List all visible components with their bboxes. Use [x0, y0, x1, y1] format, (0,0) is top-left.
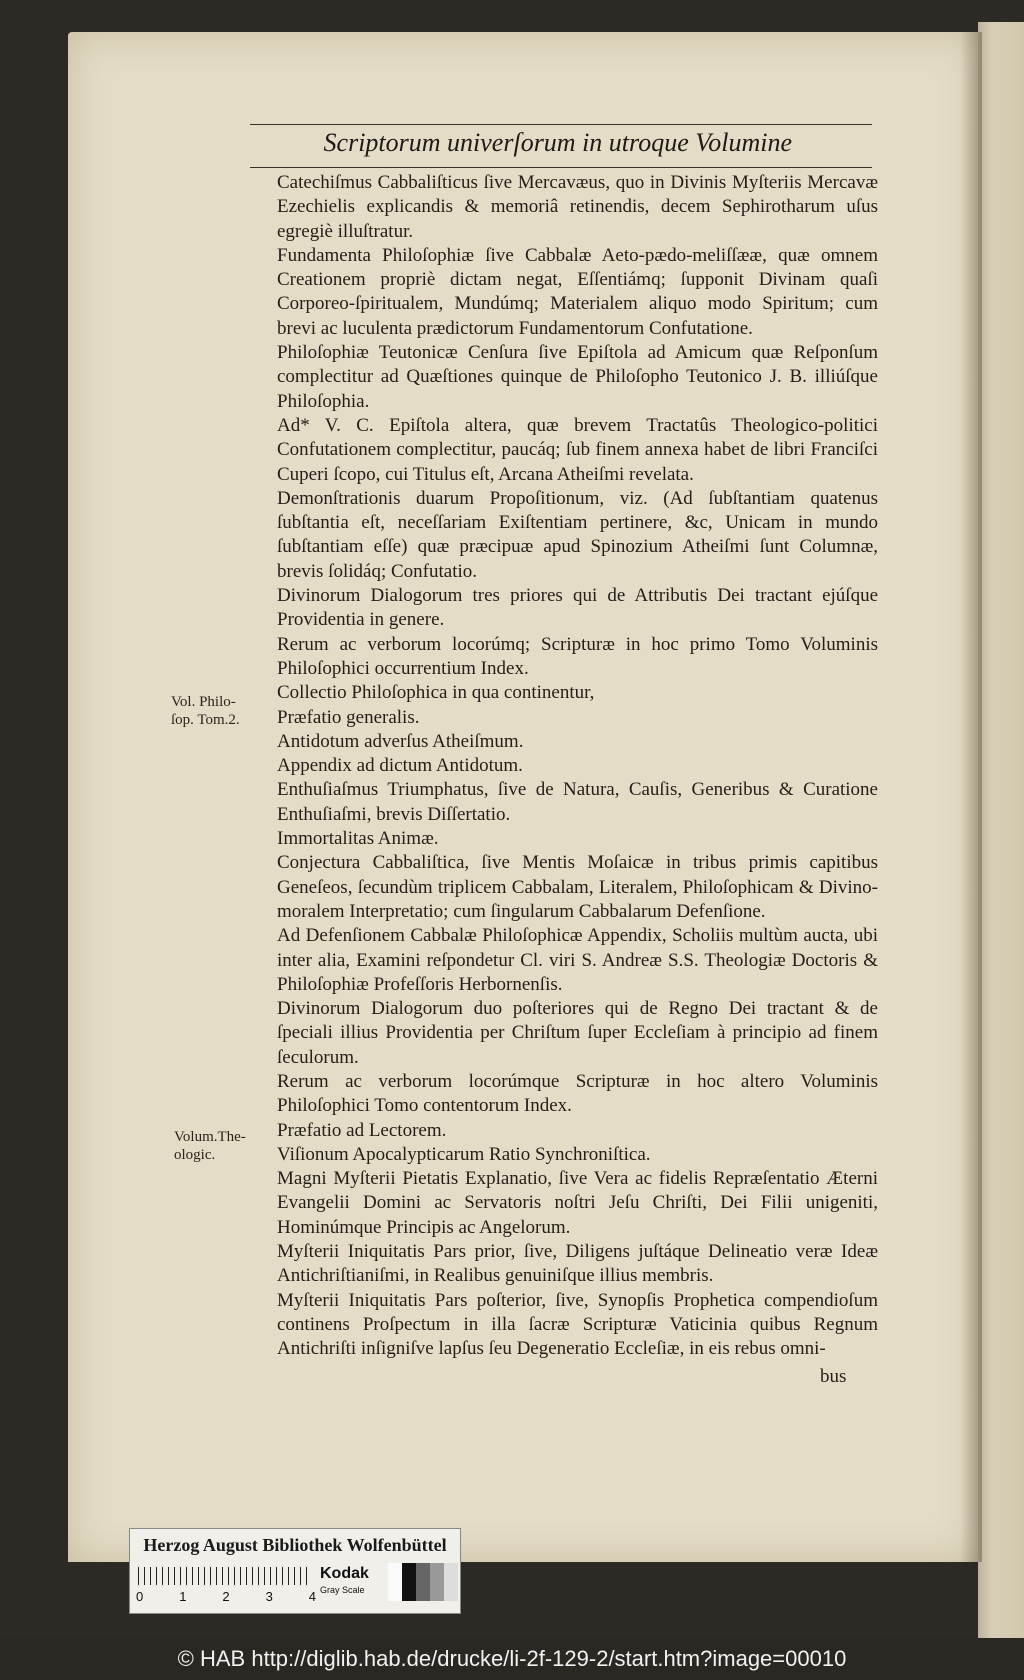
sidenote-line: Vol. Philo-	[171, 694, 236, 710]
ruler-number: 0	[136, 1589, 144, 1604]
ruler-scale	[138, 1567, 308, 1585]
gray-swatch	[444, 1563, 458, 1601]
ruler-numbers	[136, 1589, 316, 1604]
ruler-number: 3	[265, 1589, 273, 1604]
entry: Antidotum adverſus Atheiſmum.	[277, 730, 524, 752]
copyright-footer: © HAB http://diglib.hab.de/drucke/li-2f-129-2/start.htm?image=00010	[0, 1638, 1024, 1680]
gray-swatch	[430, 1563, 444, 1601]
ruler-number: 1	[179, 1589, 187, 1604]
kodak-logo: Kodak	[320, 1565, 369, 1582]
header-rule-bottom	[250, 167, 872, 168]
gray-swatch	[402, 1563, 416, 1601]
gray-scale-label: Gray Scale	[320, 1585, 365, 1595]
entry: Viſionum Apocalypticarum Ratio Synchroniſtica.	[277, 1143, 651, 1165]
sidenote-line: ologic.	[174, 1147, 216, 1163]
entry: Demonſtrationis duarum Propoſitionum, viz. (Ad ſubſtantiam quatenus ſubſtantia eſt, neceſſariam Exiſtentiam pertinere, &c, Unicam in mundo ſubſtantiam eſſe) quæ præcipuæ apud Spinozium Atheiſmi ſunt Columnæ, brevis ſolidáq; Confutatio.	[277, 487, 878, 582]
entry: Ad Defenſionem Cabbalæ Philoſophicæ Appendix, Scholiis multùm aucta, ubi inter alia, Examini reſpondetur Cl. viri S. Andreæ S.S. Theologiæ Doctoris & Philoſophiæ Profeſſoris Herbornenſis.	[277, 925, 878, 995]
gray-swatch	[416, 1563, 430, 1601]
page-header-title: Scriptorum univerſorum in utroque Volumine	[323, 128, 792, 157]
ruler-number: 2	[222, 1589, 230, 1604]
sidenote-line: Volum.The-	[174, 1129, 246, 1145]
entry: Rerum ac verborum locorúmque Scripturæ in hoc altero Voluminis Philoſophici Tomo contentorum Index.	[277, 1070, 878, 1117]
color-calibration-bar	[129, 1528, 461, 1614]
sidenote-vol-philo	[171, 693, 240, 729]
sidenote-vol-theo	[174, 1128, 246, 1164]
entry: Immortalitas Animæ.	[277, 828, 439, 850]
entry: Collectio Philoſophica in qua continentur,	[277, 682, 595, 704]
gray-swatches	[388, 1563, 458, 1601]
entry: Catechiſmus Cabbaliſticus ſive Mercavæus, quo in Divinis Myſteriis Mercavæ Ezechielis explicandis & memoriâ retinendis, decem Sephirotharum uſus egregiè illuſtratur.	[277, 172, 878, 242]
entry: Divinorum Dialogorum duo poſteriores qui de Regno Dei tractant & de ſpeciali illius Providentia per Chriſtum ſuper Eccleſiam à principio ad finem ſeculorum.	[277, 998, 878, 1068]
entry: Fundamenta Philoſophiæ ſive Cabbalæ Aeto-pædo-meliſſææ, quæ omnem Creationem propriè dictam negat, Eſſentiámq; ſupponit Divinam quaſi Corporeo-ſpiritualem, Mundúmq; Materialem aliquo modo Spiritum; cum brevi ac luculenta prædictorum Fundamentorum Confutatione.	[277, 244, 878, 339]
entry: Divinorum Dialogorum tres priores qui de Attributis Dei tractant ejúſque Providentia in genere.	[277, 585, 878, 631]
entry: Enthuſiaſmus Triumphatus, ſive de Natura, Cauſis, Generibus & Curatione Enthuſiaſmi, brevis Diſſertatio.	[277, 779, 878, 825]
entry: Præfatio ad Lectorem.	[277, 1119, 447, 1141]
entry: Appendix ad dictum Antidotum.	[277, 755, 523, 777]
entry: Magni Myſterii Pietatis Explanatio, ſive Vera ac fidelis Repræſentatio Æterni Evangelii Domini ac Servatoris noſtri Jeſu Chriſti, Dei Filii unigeniti, Hominúmque Principis ac Angelorum.	[277, 1168, 878, 1238]
page-gutter-shadow	[960, 32, 982, 1562]
gray-swatch	[388, 1563, 402, 1601]
catchword: bus	[820, 1366, 847, 1387]
sidenote-line: ſop. Tom.2.	[171, 712, 240, 728]
entry: Ad* V. C. Epiſtola altera, quæ brevem Tractatûs Theologico-politici Confutationem complectitur, paucáq; ſub finem annexa habet de libri Franciſci Cuperi ſcopo, cui Titulus eſt, Arcana Atheiſmi revelata.	[277, 414, 878, 485]
entry: Myſterii Iniquitatis Pars prior, ſive, Diligens juſtáque Delineatio veræ Ideæ Antichriſtianiſmi, in Realibus genuiniſque illius membris.	[277, 1241, 878, 1287]
library-label: Herzog August Bibliothek Wolfenbüttel	[143, 1535, 447, 1555]
entry: Conjectura Cabbaliſtica, ſive Mentis Moſaicæ in tribus primis capitibus Geneſeos, ſecundùm triplicem Cabbalam, Literalem, Philoſophicam & Divino-moralem Interpretatio; cum ſingularum Cabbalarum Defenſione.	[277, 852, 878, 922]
header-rule-top	[250, 124, 872, 125]
entry: Præfatio generalis.	[277, 706, 420, 728]
entry: Myſterii Iniquitatis Pars poſterior, ſive, Synopſis Prophetica compendioſum continens Proſpectum in illa ſacræ Scripturæ Vaticinia quibus Regnum Antichriſti inſigniſve lapſus ſeu Degeneratio Eccleſiæ, in eis rebus omni-	[277, 1289, 878, 1360]
ruler-number: 4	[308, 1589, 316, 1604]
facing-page-edge	[978, 22, 1024, 1638]
entry: Philoſophiæ Teutonicæ Cenſura ſive Epiſtola ad Amicum quæ Reſponſum complectitur ad Quæſtiones quinque de Philoſopho Teutonico J. B. illiúſque Philoſophia.	[277, 342, 878, 412]
entry: Rerum ac verborum locorúmq; Scripturæ in hoc primo Tomo Voluminis Philoſophici occurrentium Index.	[277, 633, 878, 679]
contents-text	[253, 171, 878, 1362]
